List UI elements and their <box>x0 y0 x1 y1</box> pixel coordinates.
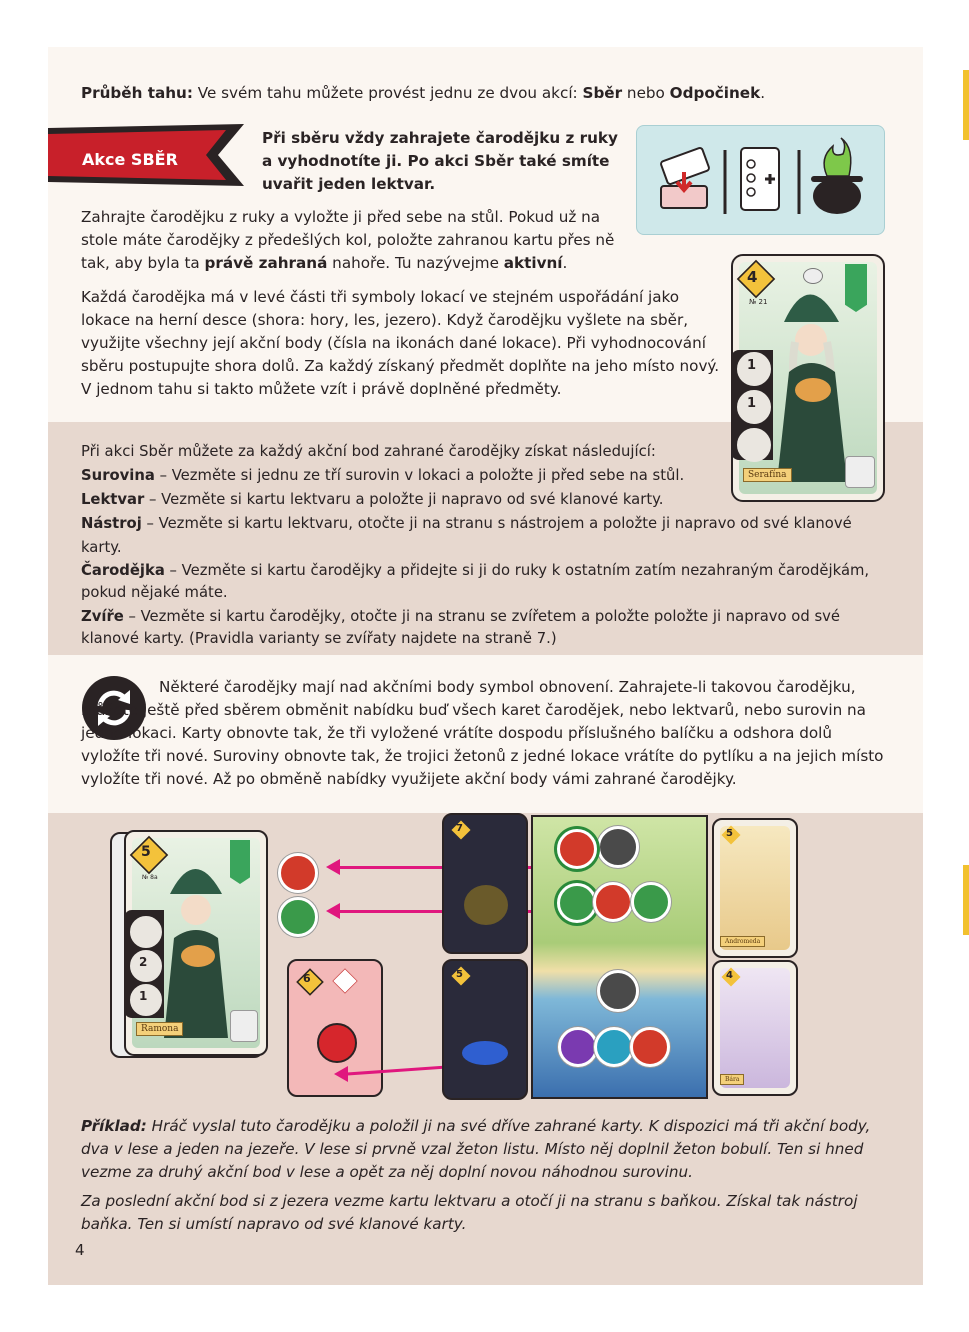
term: Lektvar <box>81 491 145 508</box>
card-number: № 21 <box>749 298 768 306</box>
berries-token <box>630 1027 670 1067</box>
butterfly-token <box>558 1027 598 1067</box>
arrow-head <box>326 859 340 875</box>
p1-just-played: právě zahraná <box>204 254 328 272</box>
witch-name: Ramona <box>136 1022 183 1036</box>
arrow-head <box>326 903 340 919</box>
animal-icon <box>845 456 875 488</box>
water-drop-token <box>594 1027 634 1067</box>
term-text: – Vezměte si kartu lektvaru, otočte ji na stranu s nástrojem a položte ji napravo od své klanové karty. <box>81 515 852 556</box>
side-tab <box>963 70 969 140</box>
side-tab <box>963 865 969 935</box>
p1-end: . <box>562 254 568 272</box>
example-paragraph-1 <box>81 1115 891 1184</box>
page-number: 4 <box>75 1241 85 1259</box>
term: Surovina <box>81 467 155 484</box>
cost-value: 7 <box>456 823 463 834</box>
intro-mid: nebo <box>622 84 670 102</box>
cauldron-icon <box>462 1041 508 1065</box>
cat-icon <box>803 268 823 284</box>
discard-card-icon <box>660 147 710 208</box>
p1-active: aktivní <box>503 254 563 272</box>
mountain-location-icon <box>597 826 639 868</box>
leaf-token <box>631 882 671 922</box>
leaf-token <box>278 897 318 937</box>
locations-paragraph: Každá čarodějka má v levé části tři symboly lokací ve stejném uspořádání jako lokace na herní desce (shora: hory, les, jezero). Když čarodějku vyšlete na sběr, využijte všechny její akční body (čísla na ikonách dané lokace). Při vyhodnocování sběru postupujte shora dolů. Za každý získaný předmět doplňte na jeho místo nový. V jednom tahu si takto můžete vzít i právě doplněné předměty. <box>81 288 720 398</box>
intro-text: Ve svém tahu můžete provést jednu ze dvou akcí: <box>192 84 583 102</box>
forest-points: 2 <box>139 955 148 969</box>
example-label: Příklad: <box>81 1117 147 1135</box>
cost-value: 5 <box>141 844 151 860</box>
refresh-paragraph: Některé čarodějky mají nad akčními body symbol obnovení. Zahrajete-li takovou čarodějku, můžete ještě před sběrem obměnit nabídku buď všech karet čarodějek, nebo lektvarů, nebo surovin na jedné lokaci. Karty obnovte tak, že tři vyložené vrátíte dospodu příslušného balíčku a odshora dolů vyložíte tři nové. Suroviny obnovte tak, že trojici žetonů z jedné lokace vrátíte do pytlíku a na jejich místo vyložíte tři nové. Až po obměně nabídky využijete akční body vámi zahrané čarodějky. <box>81 678 884 788</box>
intro-option-gather: Sběr <box>582 84 623 102</box>
play-witch-paragraph <box>81 206 621 275</box>
card-number: № 8a <box>142 874 158 881</box>
action-banner-label: Akce SBĚR <box>82 150 178 169</box>
term-text: – Vezměte si kartu čarodějky, otočte ji na stranu se zvířetem a položte položte ji napravo od své klanové karty. (Pravidla varianty se zvířaty najdete na straně 7.) <box>81 608 841 647</box>
term-text: – Vezměte si jednu ze tří surovin v lokaci a položte ji před sebe na stůl. <box>154 467 685 484</box>
berries-token <box>593 882 633 922</box>
action-icons-panel <box>636 125 885 235</box>
cost-value: 5 <box>726 828 733 839</box>
potion-card <box>442 813 528 954</box>
witch-card-icon <box>741 148 779 210</box>
example-paragraph-2: Za poslední akční bod si z jezera vezme kartu lektvaru a otočí ji na stranu s baňkou. Získal tak nástroj baňka. Ten si umístí napravo od své klanové karty. <box>81 1192 858 1233</box>
potion-card <box>442 959 528 1100</box>
intro-option-rest: Odpočinek <box>669 84 761 102</box>
action-lead: Při sběru vždy zahrajete čarodějku z ruky a vyhodnotíte ji. Po akci Sběr také smíte uvařit jeden lektvar. <box>262 129 618 193</box>
gather-item-animal <box>81 606 896 650</box>
gather-item-resource <box>81 464 721 488</box>
mountain-points: 1 <box>747 358 757 373</box>
lake-points: 1 <box>139 989 148 1003</box>
witch-card-bara <box>712 960 798 1096</box>
gather-item-potion <box>81 488 721 512</box>
mountain-icon <box>130 916 162 948</box>
term: Čarodějka <box>81 562 165 579</box>
forest-points: 1 <box>747 396 757 411</box>
lake-icon <box>737 428 771 462</box>
term: Nástroj <box>81 515 142 532</box>
cost-value: 6 <box>303 972 311 985</box>
example-text <box>81 1115 891 1236</box>
p1-text-2: nahoře. Tu nazývejme <box>327 254 504 272</box>
gather-intro: Při akci Sběr můžete za každý akční bod zahrané čarodějky získat následující: <box>81 443 656 460</box>
clan-banner <box>230 840 250 884</box>
berries-cost-icon <box>332 968 357 993</box>
arrow-head <box>334 1066 348 1082</box>
cost-value: 4 <box>726 970 733 981</box>
leaf-token <box>557 883 597 923</box>
example-text-1: Hráč vyslal tuto čarodějku a položil ji na své dříve zahrané karty. K dispozici má tři akční body, dva v lese a jeden na jezeře. V lese si prvně vzal žeton listu. Místo něj doplnil žeton bobulí. Ten si hned vezme za druhý akční bod v lese a opět za něj doplní novou náhodnou surovinu. <box>81 1117 871 1181</box>
gather-item-tool <box>81 512 896 560</box>
witch-name: Serafína <box>743 468 792 482</box>
turn-intro <box>81 82 881 105</box>
term-text: – Vezměte si kartu čarodějky a přidejte si ji do ruky k ostatním zatím nezahraným čarodějkám, pokud nějaké máte. <box>81 562 870 601</box>
animal-icon <box>230 1010 258 1042</box>
intro-end: . <box>760 84 766 102</box>
cost-value: 4 <box>747 268 758 286</box>
berries-token <box>557 829 597 869</box>
intro-label: Průběh tahu: <box>81 84 193 102</box>
cauldron-icon <box>811 138 863 214</box>
lake-location-icon <box>597 970 639 1012</box>
witch-name: Bára <box>720 1074 744 1085</box>
flask-icon <box>317 1023 357 1063</box>
witch-name: Andromeda <box>720 936 765 947</box>
witch-card-andromeda <box>712 818 798 958</box>
cost-value: 5 <box>456 969 463 980</box>
term-text: – Vezměte si kartu lektvaru a položte ji napravo od své klanové karty. <box>144 491 664 508</box>
berries-token <box>278 853 318 893</box>
gather-item-witch <box>81 560 896 604</box>
cauldron-icon <box>464 885 508 925</box>
clan-banner <box>845 264 867 312</box>
p1-text: Zahrajte čarodějku z ruky a vyložte ji před sebe na stůl. Pokud už na stole máte čarodějky z předešlých kol, položte zahranou kartu přes ně tak, aby byla ta <box>81 208 615 272</box>
term: Zvíře <box>81 608 124 625</box>
